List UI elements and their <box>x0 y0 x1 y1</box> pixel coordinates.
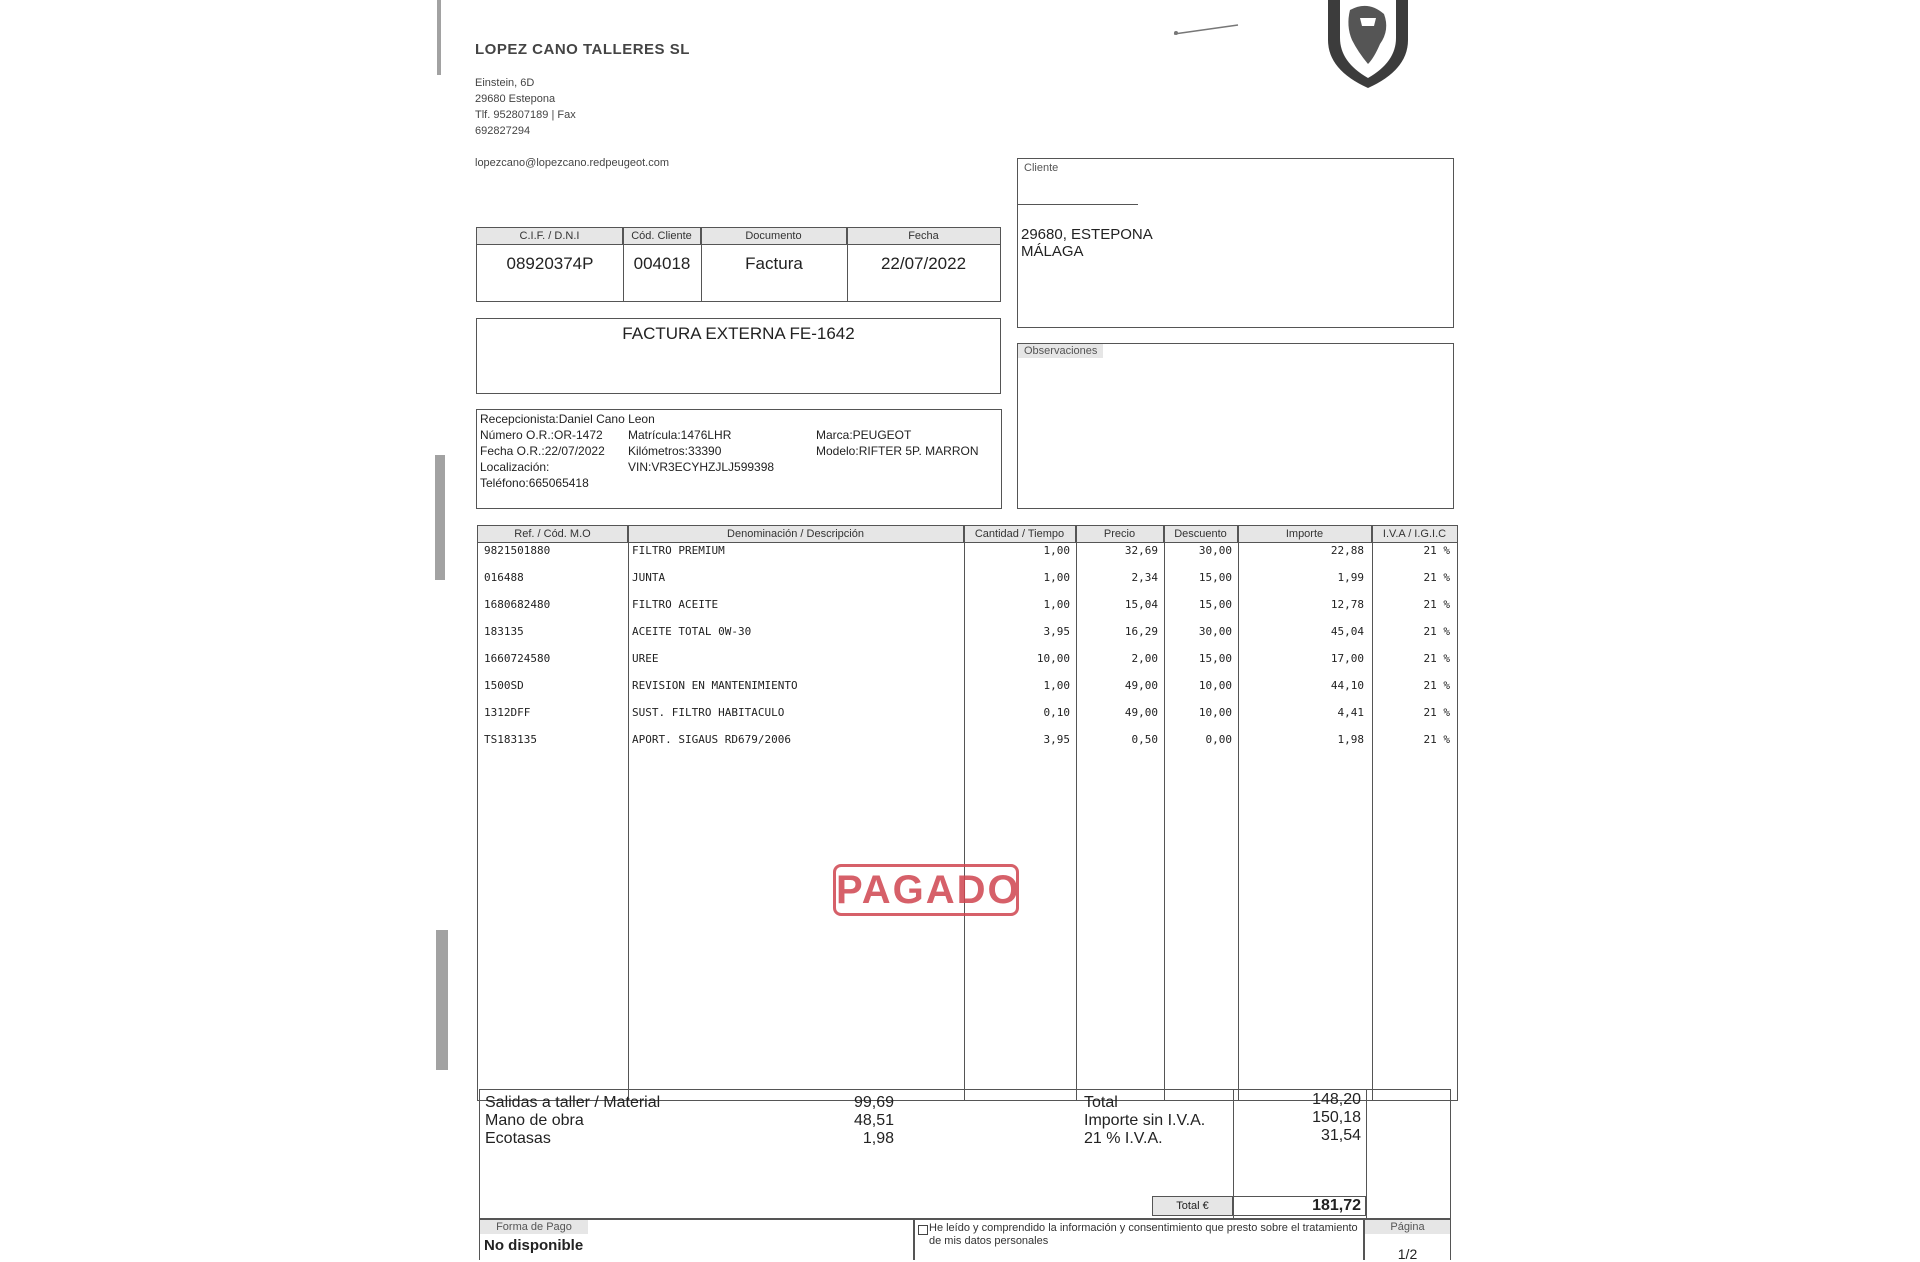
qty-cell: 1,00 <box>1043 571 1070 584</box>
cliente-line2: MÁLAGA <box>1021 243 1084 260</box>
tax-cell: 21 % <box>1423 733 1450 746</box>
amount-cell: 1,98 <box>1337 733 1364 746</box>
kilometros: Kilómetros:33390 <box>628 444 722 458</box>
price-cell: 2,00 <box>1131 652 1158 665</box>
phone-line: Tlf. 952807189 | Fax <box>475 109 576 121</box>
documento-label: Documento <box>701 228 847 244</box>
pen-mark <box>1172 22 1242 36</box>
col-desc-header: Denominación / Descripción <box>628 526 964 542</box>
amount-cell: 17,00 <box>1330 652 1364 665</box>
table-row <box>478 733 1457 753</box>
consent-text: He leído y comprendido la información y consentimiento que presto sobre el tratamiento de mis datos personales <box>929 1222 1358 1247</box>
tax-cell: 21 % <box>1423 706 1450 719</box>
consent-box <box>914 1219 1364 1260</box>
summary-value: 31,54 <box>1320 1127 1361 1144</box>
price-cell: 16,29 <box>1124 625 1158 638</box>
qty-cell: 1,00 <box>1043 544 1070 557</box>
address-line: Einstein, 6D <box>475 77 535 89</box>
price-cell: 0,50 <box>1131 733 1158 746</box>
qty-cell: 1,00 <box>1043 679 1070 692</box>
vin: VIN:VR3ECYHZJLJ599398 <box>628 460 775 474</box>
tax-cell: 21 % <box>1423 679 1450 692</box>
discount-cell: 15,00 <box>1198 598 1232 611</box>
ref-cell: 1312DFF <box>484 706 531 719</box>
payment-method-label: Forma de Pago <box>480 1220 588 1234</box>
discount-cell: 0,00 <box>1205 733 1232 746</box>
vehicle-info-box <box>476 409 1002 509</box>
summary-label: Ecotasas <box>485 1130 551 1147</box>
cliente-box <box>1017 158 1454 328</box>
consent-checkbox[interactable] <box>918 1225 928 1235</box>
summary-label: Importe sin I.V.A. <box>1084 1112 1206 1129</box>
scan-artifact <box>436 930 448 1070</box>
amount-cell: 22,88 <box>1330 544 1364 557</box>
tax-cell: 21 % <box>1423 544 1450 557</box>
summary-value: 148,20 <box>1312 1091 1361 1108</box>
table-row <box>478 652 1457 672</box>
fecha-or: Fecha O.R.:22/07/2022 <box>480 444 605 458</box>
discount-cell: 15,00 <box>1198 652 1232 665</box>
documento-value: Factura <box>745 254 803 273</box>
invoice-title: FACTURA EXTERNA FE-1642 <box>622 324 855 343</box>
fax-line: 692827294 <box>475 125 531 137</box>
total-euro-value: 181,72 <box>1233 1196 1366 1216</box>
desc-cell: FILTRO PREMIUM <box>632 544 725 557</box>
desc-cell: APORT. SIGAUS RD679/2006 <box>632 733 791 746</box>
discount-cell: 10,00 <box>1198 679 1232 692</box>
invoice-title-box <box>476 318 1001 394</box>
ref-cell: 016488 <box>484 571 524 584</box>
amount-cell: 45,04 <box>1330 625 1364 638</box>
table-row <box>478 598 1457 618</box>
desc-cell: SUST. FILTRO HABITACULO <box>632 706 785 719</box>
price-cell: 15,04 <box>1124 598 1158 611</box>
qty-cell: 3,95 <box>1043 733 1070 746</box>
price-cell: 49,00 <box>1124 706 1158 719</box>
desc-cell: UREE <box>632 652 659 665</box>
amount-cell: 1,99 <box>1337 571 1364 584</box>
company-name: LOPEZ CANO TALLERES SL <box>475 41 690 58</box>
table-row <box>478 544 1457 564</box>
ref-cell: 1680682480 <box>484 598 551 611</box>
tax-cell: 21 % <box>1423 625 1450 638</box>
desc-cell: FILTRO ACEITE <box>632 598 719 611</box>
price-cell: 32,69 <box>1124 544 1158 557</box>
localizacion: Localización: <box>480 460 550 474</box>
discount-cell: 30,00 <box>1198 625 1232 638</box>
amount-cell: 4,41 <box>1337 706 1364 719</box>
observaciones-label: Observaciones <box>1018 344 1103 358</box>
ref-cell: 1500SD <box>484 679 524 692</box>
cif-value: 08920374P <box>506 254 594 273</box>
summary-left-values <box>780 1094 894 1148</box>
col-qty-header: Cantidad / Tiempo <box>964 526 1076 542</box>
cliente-line1: 29680, ESTEPONA <box>1021 226 1153 243</box>
qty-cell: 10,00 <box>1036 652 1070 665</box>
marca: Marca:PEUGEOT <box>816 428 912 442</box>
paid-stamp: PAGADO <box>833 864 1019 916</box>
summary-left-labels <box>485 1094 660 1148</box>
summary-value: 48,51 <box>853 1112 894 1129</box>
page-box <box>1364 1219 1451 1260</box>
qty-cell: 3,95 <box>1043 625 1070 638</box>
summary-value: 150,18 <box>1312 1109 1361 1126</box>
summary-value: 1,98 <box>862 1130 894 1147</box>
summary-value: 99,69 <box>853 1094 894 1111</box>
tax-cell: 21 % <box>1423 652 1450 665</box>
discount-cell: 10,00 <box>1198 706 1232 719</box>
summary-right-labels <box>1084 1094 1205 1148</box>
scan-artifact <box>437 0 441 75</box>
table-body <box>478 544 1457 764</box>
payment-method-box <box>479 1219 914 1260</box>
matricula: Matrícula:1476LHR <box>628 428 732 442</box>
cod-cliente-value: 004018 <box>633 254 691 273</box>
desc-cell: REVISION EN MANTENIMIENTO <box>632 679 798 692</box>
summary-label: Mano de obra <box>485 1112 584 1129</box>
company-email: lopezcano@lopezcano.redpeugeot.com <box>475 157 670 169</box>
address-line: 29680 Estepona <box>475 93 556 105</box>
observaciones-box <box>1017 343 1454 509</box>
qty-cell: 0,10 <box>1043 706 1070 719</box>
ref-cell: TS183135 <box>484 733 537 746</box>
cif-label: C.I.F. / D.N.I <box>477 228 623 244</box>
recepcionista: Recepcionista:Daniel Cano Leon <box>480 412 655 426</box>
page-label: Página <box>1365 1220 1450 1234</box>
scan-artifact <box>435 455 445 580</box>
col-price-header: Precio <box>1076 526 1164 542</box>
discount-cell: 30,00 <box>1198 544 1232 557</box>
cod-cliente-label: Cód. Cliente <box>623 228 701 244</box>
table-row <box>478 679 1457 699</box>
line-items-table <box>477 525 1458 1101</box>
col-discount-header: Descuento <box>1164 526 1238 542</box>
price-cell: 2,34 <box>1131 571 1158 584</box>
fecha-label: Fecha <box>847 228 1000 244</box>
summary-label: 21 % I.V.A. <box>1084 1130 1163 1147</box>
modelo: Modelo:RIFTER 5P. MARRON <box>816 444 979 458</box>
qty-cell: 1,00 <box>1043 598 1070 611</box>
price-cell: 49,00 <box>1124 679 1158 692</box>
total-euro-label: Total € <box>1152 1196 1233 1216</box>
tax-cell: 21 % <box>1423 571 1450 584</box>
totals-box <box>479 1089 1451 1219</box>
company-address <box>475 75 576 139</box>
summary-right-values <box>1233 1091 1361 1145</box>
table-row <box>478 706 1457 726</box>
numero-or: Número O.R.:OR-1472 <box>480 428 603 442</box>
telefono: Teléfono:665065418 <box>480 476 589 490</box>
col-amount-header: Importe <box>1238 526 1372 542</box>
discount-cell: 15,00 <box>1198 571 1232 584</box>
table-row <box>478 625 1457 645</box>
peugeot-lion-shield-icon <box>1318 0 1418 90</box>
amount-cell: 44,10 <box>1330 679 1364 692</box>
tax-cell: 21 % <box>1423 598 1450 611</box>
desc-cell: JUNTA <box>632 571 666 584</box>
page-value: 1/2 <box>1397 1246 1418 1262</box>
cliente-label: Cliente <box>1024 162 1059 174</box>
col-ref-header: Ref. / Cód. M.O <box>478 526 628 542</box>
payment-method-value: No disponible <box>484 1237 584 1254</box>
summary-label: Total <box>1084 1094 1118 1111</box>
ref-cell: 183135 <box>484 625 524 638</box>
table-row <box>478 571 1457 591</box>
ref-cell: 1660724580 <box>484 652 551 665</box>
col-tax-header: I.V.A / I.G.I.C <box>1372 526 1457 542</box>
fecha-value: 22/07/2022 <box>880 254 967 273</box>
summary-label: Salidas a taller / Material <box>485 1094 661 1111</box>
ref-cell: 9821501880 <box>484 544 551 557</box>
amount-cell: 12,78 <box>1330 598 1364 611</box>
desc-cell: ACEITE TOTAL 0W-30 <box>632 625 752 638</box>
document-header-table <box>476 227 1001 302</box>
